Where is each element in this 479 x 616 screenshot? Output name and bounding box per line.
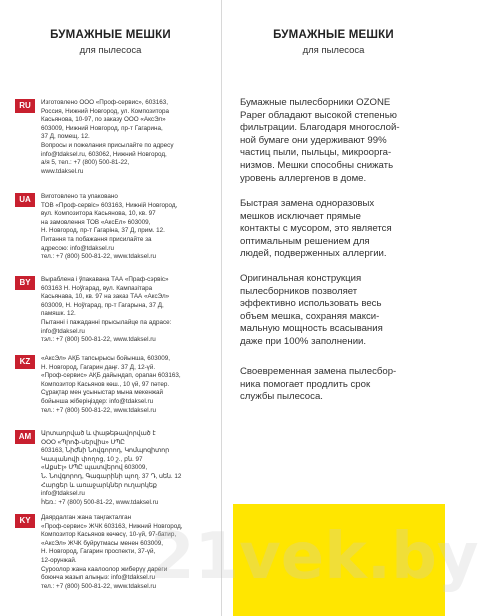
entry-text: Виготовлено та упаковано ТОВ «Проф-сервіс» 603163, Нижній Новгород, вул. Композитора Касьянова, 10, кв. 97 на замовлення ТОВ «АксЕл» 603009, Н. Новгород, пр-т Гагаріна, 37 Д, прим. 12. Питання та побажання присилайте за адресою: info@tdaksel.ru тел.: +7 (800) 500-81-22, www.tdaksel.ru <box>41 193 178 261</box>
country-badge: BY <box>15 276 35 290</box>
entry-text: Даярдалган жана таңгакталган «Проф-сервис» ЖЧК 603163, Нижний Новгород, Композитор Касьянов көчөсү, 10-үй, 97-батир, «АксЭл» ЖЧК буйрутмасы менен 603009, Н. Новгород, Гагарин проспекти, 37-үй, 12-орунжай. Суроолор жана каалоолор жиберүү дареги боюнча жазып алыңыз: info@tdaksel.ru тел.: +7 (800) 500-81-22, www.tdaksel.ru <box>41 514 183 590</box>
entry-text: Изготовлено ООО «Проф-сервис», 603163, Россия, Нижний Новгород, ул. Композитора Касьянова, 10-97, по заказу ООО «АксЭл» 603009, Нижний Новгород, пр-т Гагарина, 37 Д, помещ. 12. Вопросы и пожелания присылайте по адресу info@tdaksel.ru, 603062, Нижний Новгород, а/я 5, тел.: +7 (800) 500-81-22, www.tdaksel.ru <box>41 99 174 175</box>
country-badge: KZ <box>15 355 35 369</box>
left-title: БУМАЖНЫЕ МЕШКИ <box>50 29 171 41</box>
right-subtitle: для пылесоса <box>302 45 365 56</box>
entry-text: Выраблена і ўпакавана ТАА «Праф-сэрвіс» 603163 Н. Ноўгарад, вул. Кампазітара Касьянава, 10, кв. 97 на заказ ТАА «АксЭл» 603009, Н. Ноўгарад, пр-т Гагарына, 37 Д, памяшк. 12. Пытанні і пажаданні прысылайце па адрасе: info@tdaksel.ru тэл.: +7 (800) 500-81-22, www.tdaksel.ru <box>41 276 172 344</box>
description-paragraph: Быстрая замена одноразовых мешков исключает прямые контакты с мусором, это является оптимальным решением для людей, подверженных аллергии. <box>240 198 392 260</box>
country-badge: RU <box>15 99 35 113</box>
entry-text: Արտադրված և փաթեթավորված է ՕՕՕ «Պրոֆ-սերվիս» ՍՊԸ 603163, Նիժնի Նովգորոդ, Կոմպոզիտոր Կասյանովի փողոց, 10 շ., բն. 97 «ԱքսԷլ» ՍՊԸ պատվերով 603009, Ն. Նովգորոդ, Գագարինի պող. 37 Դ, սեն. 12 Հարցեր և առաջարկներ ուղարկեք info@tdaksel.ru հեռ.: +7 (800) 500-81-22, www.tdaksel.ru <box>41 430 182 506</box>
watermark: 21vek.by <box>150 520 479 594</box>
country-badge: KY <box>15 514 35 528</box>
description-paragraph: Своевременная замена пылесбор- ника помогает продлить срок службы пылесоса. <box>240 366 397 403</box>
country-badge: AM <box>15 430 35 444</box>
right-title: БУМАЖНЫЕ МЕШКИ <box>273 29 394 41</box>
country-badge: UA <box>15 193 35 207</box>
entry-text: «АксЭл» АҚБ тапсырысы бойынша, 603009, Н. Новгород, Гагарин даңғ. 37 Д, 12-үй. «Проф-сервис» АҚБ дайындап, орапан 603163, Композитор Касьянов көш., 10 үй, 97 пәтер. Сұрақтар мен ұсыныстар мына мекенжай бойынша жіберіңіздер: info@tdaksel.ru тел.: +7 (800) 500-81-22, www.tdaksel.ru <box>41 355 181 414</box>
description-paragraph: Бумажные пылесборники OZONE Paper обладают высокой степенью фильтрации. Благодаря многослой- ной бумаге они удерживают 99% частиц пыли, пыльцы, микроорга- низмов. Мешки способны снижать уровень аллергенов в доме. <box>240 97 400 184</box>
left-subtitle: для пылесоса <box>79 45 142 56</box>
description-paragraph: Оригинальная конструкция пылесборников позволяет эффективно использовать весь объем мешка, сохраняя макси- мальную мощность всасывания даже при 100% заполнении. <box>240 273 383 347</box>
